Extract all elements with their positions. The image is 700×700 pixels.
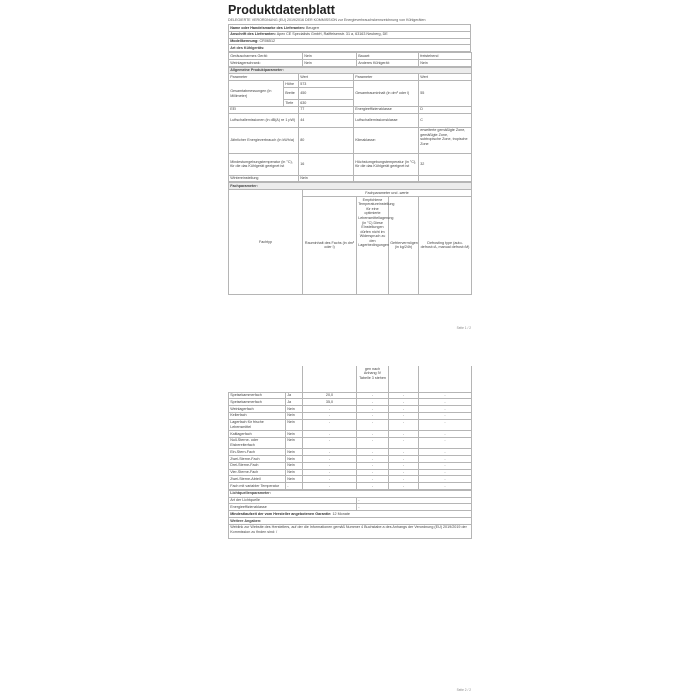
light-table [228, 490, 472, 539]
compartment-temp: - [357, 462, 389, 469]
warranty-value: 12 Monate [332, 511, 350, 516]
document-title: Produktdatenblatt [228, 3, 335, 17]
compartment-freeze: - [389, 469, 419, 476]
compartment-row [229, 419, 472, 430]
compartment-defrost: - [419, 412, 472, 419]
compartment-type: Speisekammerfach [229, 392, 286, 399]
maxtemp-label: Höchstumgebungstemperatur (in °C), für die das Kühlgerät geeignet ist [354, 153, 419, 175]
compartment-defrost: - [419, 462, 472, 469]
energy-value: 80 [299, 127, 354, 153]
compartment-defrost: - [419, 449, 472, 456]
volume-value: 55 [419, 81, 472, 107]
type-row [229, 53, 472, 60]
compartment-temp: - [357, 469, 389, 476]
compartment-defrost: - [419, 399, 472, 406]
compartment-volume: - [303, 431, 357, 438]
light-type-value: - [357, 497, 472, 504]
general-table [228, 67, 472, 183]
supplier-table [228, 24, 471, 52]
compartment-freeze: - [389, 406, 419, 413]
col-volume-header: Rauminhalt des Fachs (in dm³ oder l) [303, 196, 357, 294]
empty-cell [419, 175, 472, 182]
type-table [228, 52, 472, 67]
compartment-defrost: - [419, 476, 472, 483]
brand-row [229, 25, 471, 32]
datasheet-page-1 [228, 0, 471, 340]
compartment-temp: - [357, 431, 389, 438]
compartment-temp: - [357, 449, 389, 456]
noiseclass-label: Luftschallemissionsklasse [354, 113, 419, 127]
volume-label: Gesamtrauminhalt (in dm³ oder l) [354, 81, 419, 107]
compartment-freeze: - [389, 455, 419, 462]
warranty-label: Mindestlaufzeit der vom Hersteller angebotenen Garantie: [230, 511, 332, 516]
compartment-defrost: - [419, 392, 472, 399]
compartment-present: Ja [286, 392, 303, 399]
height-value: 573 [299, 81, 354, 88]
col-type-header: Fachtyp [229, 190, 303, 295]
compartment-defrost: - [419, 469, 472, 476]
noise-value: 44 [299, 113, 354, 127]
compartment-type: Kellerfach [229, 412, 286, 419]
compartment-freeze: - [389, 449, 419, 456]
light-header: Lichtquellenparameter: [229, 490, 472, 497]
compartment-freeze: - [389, 431, 419, 438]
model-label: Modellkennung: [230, 39, 259, 44]
compartment-volume: - [303, 449, 357, 456]
compartment-volume: - [303, 462, 357, 469]
type-value: Nein [303, 59, 357, 66]
compartment-row [229, 412, 472, 419]
type-value: freistehend [419, 53, 472, 60]
address-row [229, 31, 471, 38]
brand-label: Name oder Handelsmarke des Lieferanten: [230, 25, 305, 30]
compartment-row [229, 483, 472, 490]
compartments-header: Fachparameter: [229, 183, 472, 190]
compartment-rows [229, 392, 472, 489]
col-defrost-header: Defrosting type (auto-defrost=A, manual defrost=M) [419, 196, 472, 294]
compartment-row [229, 399, 472, 406]
type-label: Anderes Kühlgerät: [357, 59, 419, 66]
model-row [229, 38, 471, 45]
type-label: Bauart: [357, 53, 419, 60]
noiseclass-value: C [419, 113, 472, 127]
compartment-temp: - [357, 419, 389, 430]
compartment-freeze: - [389, 476, 419, 483]
compartment-present: Nein [286, 412, 303, 419]
compartment-type: Zwei-Sterne-Fach [229, 455, 286, 462]
compartment-volume: - [303, 437, 357, 448]
empty-cell [229, 366, 286, 392]
compartment-present: Nein [286, 476, 303, 483]
light-class-label: Energieeffizienzklasse [229, 504, 357, 511]
compartment-present: Nein [286, 437, 303, 448]
compartment-freeze: - [389, 412, 419, 419]
winter-label: Wintereinstellung [229, 175, 299, 182]
datasheet-page-2 [228, 348, 471, 700]
empty-cell [354, 175, 419, 182]
model-value: CR06512 [259, 39, 276, 44]
further-text: Weblink zur Website des Herstellers, auf der die Informationen gemäß Nummer 4 Buchstabe a des Anhangs der Verordnung (EU) 2019/2019 der Kommission zu finden sind: / [229, 524, 472, 538]
compartment-row [229, 469, 472, 476]
compartment-present: Nein [286, 469, 303, 476]
maxtemp-value: 32 [419, 153, 472, 175]
compartment-freeze: - [389, 392, 419, 399]
col-param-header: Parameter [354, 74, 419, 81]
compartment-temp: - [357, 412, 389, 419]
mintemp-label: Mindestumgebungstemperatur (in °C), für die das Kühlgerät geeignet ist [229, 153, 299, 175]
compartment-defrost: - [419, 419, 472, 430]
compartment-volume: - [303, 469, 357, 476]
compartment-header-table [228, 182, 472, 295]
compartment-present: Nein [286, 455, 303, 462]
compartment-row [229, 437, 472, 448]
compartment-freeze: - [389, 437, 419, 448]
compartment-present: Nein [286, 419, 303, 430]
col-freeze-header: Gefriervermögen (in kg/24h) [389, 196, 419, 294]
compartment-table [228, 366, 472, 490]
eei-label: EEI [229, 106, 299, 113]
light-class-value: - [357, 504, 472, 511]
compartment-volume: - [303, 476, 357, 483]
compartment-row [229, 449, 472, 456]
compartment-type: Fach mit variabler Temperatur [229, 483, 286, 490]
compartment-defrost: - [419, 437, 472, 448]
compartment-temp: - [357, 483, 389, 490]
compartment-row [229, 392, 472, 399]
compartment-present: Nein [286, 406, 303, 413]
compartment-freeze: - [389, 419, 419, 430]
compartment-volume: 35,0 [303, 399, 357, 406]
compartment-defrost: - [419, 455, 472, 462]
depth-label: Tiefe [284, 100, 299, 107]
compartment-volume: - [303, 455, 357, 462]
compartment-present: Nein [286, 462, 303, 469]
width-label: Breite [284, 88, 299, 100]
compartment-type: Null-Sterne- oder Eisbereiterfach [229, 437, 286, 448]
eeclass-value: D [419, 106, 472, 113]
compartment-type: Weinlagerfach [229, 406, 286, 413]
compartment-temp: - [357, 406, 389, 413]
empty-cell [303, 366, 357, 392]
light-type-label: Art der Lichtquelle [229, 497, 357, 504]
further-header: Weitere Angaben: [229, 517, 472, 524]
compartment-type: Ein-Stern-Fach [229, 449, 286, 456]
compartment-type: Zwei-Sterne-Abteil [229, 476, 286, 483]
climate-label: Klimaklasse: [354, 127, 419, 153]
col-value-header: Wert [299, 74, 354, 81]
type-section-header: Art des Kühlgeräts: [229, 45, 471, 52]
height-label: Höhe [284, 81, 299, 88]
eei-value: 77 [299, 106, 354, 113]
type-label: Weinlagerschrank: [229, 59, 303, 66]
compartment-present: Ja [286, 399, 303, 406]
compartment-temp: - [357, 399, 389, 406]
eeclass-label: Energieeffizienzklasse [354, 106, 419, 113]
page-number: Seite 2 / 2 [456, 688, 471, 692]
empty-cell [286, 366, 303, 392]
compartment-type: Kaltlagerfach [229, 431, 286, 438]
compartment-type: Speisekammerfach [229, 399, 286, 406]
compartment-type: Drei-Sterne-Fach [229, 462, 286, 469]
col-temp-header-cont: gen nach Anhang IV Tabelle 3 stehen [357, 366, 389, 392]
address-value: Apex CE Specialists GmbH, Raiffeisenstr. 31 a, 63163 Neuberg, DE [276, 32, 388, 37]
dimensions-label: Gesamtabmessungen (in Millimeter) [229, 81, 284, 107]
compartment-temp: - [357, 437, 389, 448]
col-value-header: Wert [419, 74, 472, 81]
depth-value: 630 [299, 100, 354, 107]
compartment-group-header: Fachparameter und -werte [303, 190, 472, 197]
compartment-row [229, 406, 472, 413]
compartment-freeze: - [389, 462, 419, 469]
type-value: Nein [419, 59, 472, 66]
compartment-row [229, 455, 472, 462]
compartment-present: - [286, 483, 303, 490]
compartment-defrost: - [419, 406, 472, 413]
compartment-volume: - [303, 483, 357, 490]
compartment-defrost: - [419, 483, 472, 490]
document-subtitle: DELEGIERTE VERORDNUNG (EU) 2019/2016 DER KOMMISSION zur Energieverbrauchskennzeichnung von Kühlgeräten [228, 18, 426, 22]
compartment-volume: - [303, 419, 357, 430]
compartment-temp: - [357, 392, 389, 399]
compartment-volume: 20,0 [303, 392, 357, 399]
type-label: Geräuscharmes Gerät: [229, 53, 303, 60]
climate-value: erweiterte gemäßigte Zone, gemäßigte Zone, subtropische Zone, tropische Zone [419, 127, 472, 153]
general-header: Allgemeine Produktparameter: [229, 67, 472, 74]
empty-cell [389, 366, 419, 392]
page-number: Seite 1 / 2 [456, 326, 471, 330]
compartment-row [229, 431, 472, 438]
compartment-present: Nein [286, 431, 303, 438]
compartment-type: Vier-Sterne-Fach [229, 469, 286, 476]
winter-value: Nein [299, 175, 354, 182]
compartment-type: Lagerfach für frische Lebensmittel [229, 419, 286, 430]
type-row [229, 59, 472, 66]
compartment-volume: - [303, 406, 357, 413]
address-label: Anschrift des Lieferanten: [230, 32, 276, 37]
col-temp-header: Empfohlene Temperatureinstellung für eine optimierte Lebensmittellagerung (in °C) Diese Einstellungen dürfen nicht im Widerspruch zu den Lagerbedingungen [357, 196, 389, 294]
energy-label: Jährlicher Energieverbrauch (in kWh/a) [229, 127, 299, 153]
noise-label: Luftschallemissionen (in dB(A) re 1 pW) [229, 113, 299, 127]
compartment-present: Nein [286, 449, 303, 456]
compartment-temp: - [357, 455, 389, 462]
compartment-temp: - [357, 476, 389, 483]
compartment-freeze: - [389, 399, 419, 406]
compartment-row [229, 476, 472, 483]
compartment-row [229, 462, 472, 469]
mintemp-value: 16 [299, 153, 354, 175]
empty-cell [419, 366, 472, 392]
compartment-defrost: - [419, 431, 472, 438]
width-value: 450 [299, 88, 354, 100]
compartment-volume: - [303, 412, 357, 419]
compartment-freeze: - [389, 483, 419, 490]
brand-value: Beugerr [306, 25, 320, 30]
col-param-header: Parameter [229, 74, 299, 81]
warranty-row [229, 511, 472, 518]
type-value: Nein [303, 53, 357, 60]
